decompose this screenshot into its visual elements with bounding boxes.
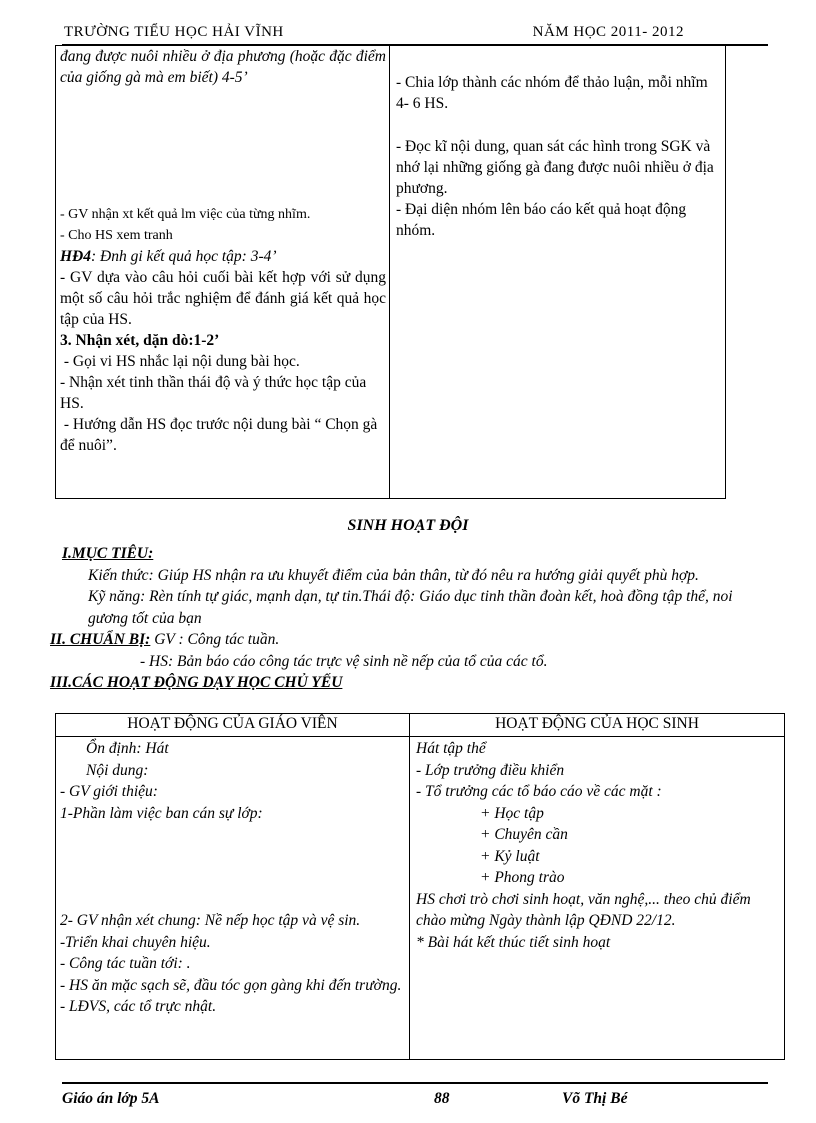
col-teacher-header: HOẠT ĐỘNG CỦA GIÁO VIÊN <box>127 715 338 732</box>
list-item: * Bài hát kết thúc tiết sinh hoạt <box>416 933 611 951</box>
list-item: -Triển khai chuyên hiệu. <box>60 933 211 951</box>
table-header <box>56 714 784 737</box>
activity-text: : Đnh gi kết quả học tập: 3-4’ <box>91 248 277 265</box>
objective-skills: Kỹ năng: Rèn tính tự giác, mạnh dạn, tự tin.Thái độ: Giáo dục tinh thần đoàn kết, hoà đồng tập thể, noi gương tốt của bạn <box>88 588 733 627</box>
objectives <box>50 543 762 694</box>
lesson-table <box>55 45 726 499</box>
spacer <box>60 824 405 910</box>
column-divider <box>389 46 390 498</box>
list-item: - Công tác tuần tới: . <box>60 955 191 972</box>
school-year: NĂM HỌC 2011- 2012 <box>532 24 684 40</box>
text-line: - Đọc kĩ nội dung, quan sát các hình trong SGK và nhớ lại những giống gà đang được nuôi nhiều ở địa phương. <box>396 138 714 197</box>
list-item: - LĐVS, các tổ trực nhật. <box>60 998 217 1015</box>
list-item: Hát tập thể <box>416 740 486 757</box>
column-divider <box>409 714 410 1059</box>
text-line: - GV dựa vào câu hỏi cuối bài kết hợp với sử dụng một số câu hỏi trắc nghiệm để đánh giá kết quả học tập của HS. <box>60 269 386 328</box>
list-item: 1-Phần làm việc ban cán sự lớp: <box>60 804 263 822</box>
list-item: - HS ăn mặc sạch sẽ, đầu tóc gọn gàng khi đến trường. <box>60 976 402 994</box>
footer-class: Giáo án lớp 5A <box>62 1090 160 1107</box>
list-item: Ổn định: Hát <box>86 740 169 757</box>
list-item: - GV giới thiệu: <box>60 783 158 800</box>
activities-table <box>55 713 785 1060</box>
page-number: 88 <box>434 1090 450 1107</box>
objective-knowledge: Kiến thức: Giúp HS nhận ra ưu khuyết điểm của bản thân, từ đó nêu ra hướng giải quyết phù hợp. <box>88 566 699 584</box>
list-item: + Chuyên cần <box>480 826 568 843</box>
text-line: - Gọi vi HS nhắc lại nội dung bài học. <box>60 353 300 370</box>
list-item: + Kỷ luật <box>480 847 540 865</box>
list-item: - Lớp trưởng điều khiển <box>416 761 565 779</box>
text-line: - Đại diện nhóm lên báo cáo kết quả hoạt động nhóm. <box>396 201 687 239</box>
prep-teacher: GV : Công tác tuần. <box>150 631 280 648</box>
prep-students: - HS: Bản báo cáo công tác trực vệ sinh nề nếp của tổ của các tổ. <box>140 652 548 670</box>
list-item: HS chơi trò chơi sinh hoạt, văn nghệ,... theo chủ điểm chào mừng Ngày thành lập QĐND 22/12. <box>416 890 751 929</box>
col-student-header: HOẠT ĐỘNG CỦA HỌC SINH <box>495 715 699 732</box>
text-line: - Hướng dẫn HS đọc trước nội dung bài “ Chọn gà để nuôi”. <box>60 416 382 454</box>
heading-prep-label: II. CHUẨN BỊ: <box>50 631 151 648</box>
section-heading: 3. Nhận xét, dặn dò:1-2’ <box>60 332 220 349</box>
text-line: - Cho HS xem tranh <box>60 228 173 243</box>
student-column <box>396 46 718 241</box>
section-title: SINH HOẠT ĐỘI <box>347 517 469 534</box>
page-header <box>62 22 768 46</box>
page-footer <box>62 1082 768 1107</box>
teacher-activities <box>60 738 405 1018</box>
heading-activities: III.CÁC HOẠT ĐỘNG DẠY HỌC CHỦ YẾU <box>50 674 343 691</box>
list-item: 2- GV nhận xét chung: Nề nếp học tập và vệ sin. <box>60 912 361 929</box>
text-line: - Chia lớp thành các nhóm để thảo luận, mỗi nhĩm 4- 6 HS. <box>396 74 708 112</box>
text-line: - Nhận xét tinh thần thái độ và ý thức học tập của HS. <box>60 374 367 412</box>
footer-author: Võ Thị Bé <box>562 1090 628 1107</box>
list-item: + Phong trào <box>480 869 565 886</box>
school-name: TRƯỜNG TIỂU HỌC HẢI VĨNH <box>64 24 284 40</box>
heading-objectives: I.MỤC TIÊU: <box>62 545 154 562</box>
text-line: đang được nuôi nhiều ở địa phương (hoặc đặc điểm của giống gà mà em biết) 4-5’ <box>60 48 386 86</box>
list-item: + Học tập <box>480 804 544 822</box>
activity-label: HĐ4 <box>60 248 91 265</box>
student-activities <box>416 738 778 953</box>
spacer <box>396 114 718 136</box>
list-item: Nội dung: <box>86 761 149 779</box>
spacer <box>396 46 718 72</box>
list-item: - Tổ trưởng các tổ báo cáo về các mặt : <box>416 783 662 800</box>
teacher-column <box>60 46 386 456</box>
heading-preparation <box>50 629 762 651</box>
spacer <box>60 88 386 204</box>
text-line <box>60 246 386 267</box>
text-line: - GV nhận xt kết quả lm việc của từng nhĩm. <box>60 207 311 222</box>
